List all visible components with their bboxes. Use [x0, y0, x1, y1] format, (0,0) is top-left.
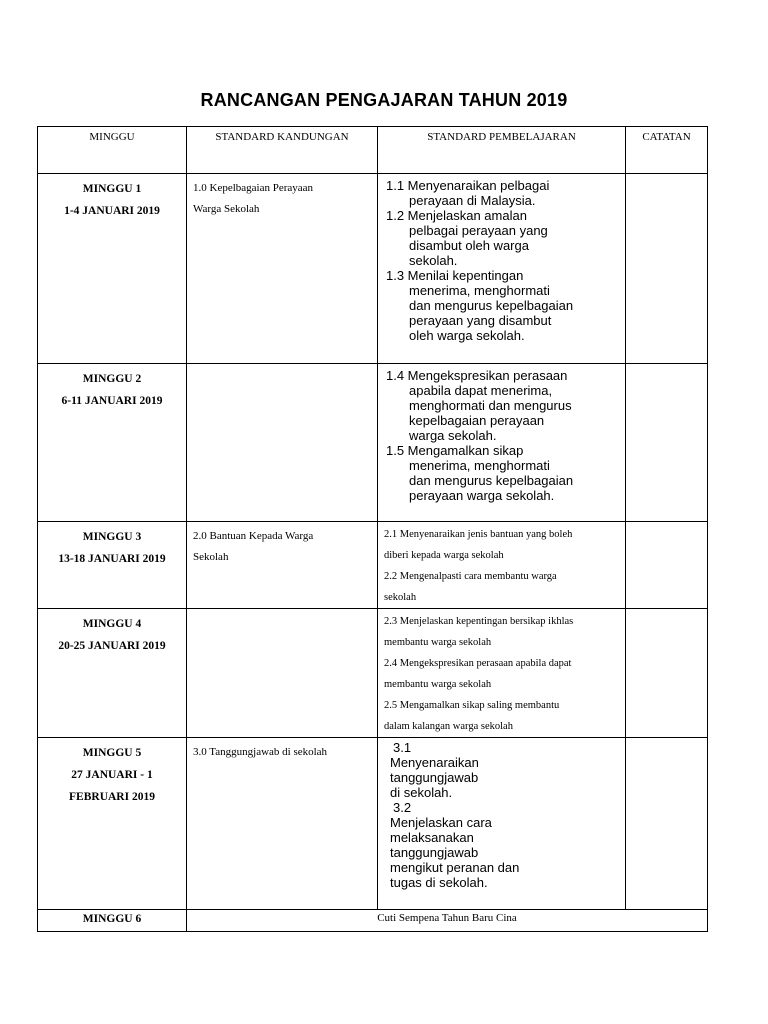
week-label: MINGGU 5: [82, 747, 142, 759]
header-standard-kandungan: STANDARD KANDUNGAN: [187, 127, 378, 174]
notes-cell: [626, 738, 708, 910]
learning-standard-line: tanggungjawab: [390, 770, 479, 785]
learning-standard-line: 1.2 Menjelaskan amalan: [386, 208, 527, 223]
learning-standard-line: tugas di sekolah.: [390, 875, 488, 890]
week-label: MINGGU 4: [82, 618, 142, 630]
week-label: MINGGU 2: [82, 373, 142, 385]
learning-standard-line: Menjelaskan cara: [390, 815, 492, 830]
content-standard-title: 3.0 Tanggungjawab di sekolah: [193, 746, 328, 758]
week-dates: 20-25 JANUARI 2019: [58, 640, 166, 652]
table-row: [38, 910, 708, 932]
learning-standard-line: 1.4 Mengekspresikan perasaan: [386, 368, 568, 383]
week-dates: 1-4 JANUARI 2019: [64, 205, 160, 217]
learning-standard-line: menerima, menghormati: [409, 458, 550, 473]
learning-standard-cell: [378, 174, 626, 364]
learning-standard-line: 1.1 Menyenaraikan pelbagai: [386, 178, 550, 193]
page-title: RANCANGAN PENGAJARAN TAHUN 2019: [200, 90, 568, 110]
table-row: [38, 522, 708, 609]
holiday-cell: Cuti Sempena Tahun Baru Cina: [187, 910, 708, 932]
week-cell: [38, 364, 187, 522]
week-dates-cont: FEBRUARI 2019: [69, 791, 155, 803]
learning-standard-line: 1.5 Mengamalkan sikap: [386, 443, 524, 458]
week-label: MINGGU 3: [82, 531, 142, 543]
learning-standard-line: 2.2 Mengenalpasti cara membantu warga: [384, 571, 557, 582]
content-standard-title-cont: Warga Sekolah: [193, 203, 260, 215]
learning-standard-line: menghormati dan mengurus: [409, 398, 572, 413]
learning-standard-line: sekolah: [384, 592, 417, 603]
learning-standard-line: 2.3 Menjelaskan kepentingan bersikap ikhlas: [384, 616, 574, 627]
week-label: MINGGU 6: [82, 913, 142, 925]
week-cell: [38, 910, 187, 932]
learning-standard-line: melaksanakan: [390, 830, 474, 845]
learning-standard-line: perayaan warga sekolah.: [409, 488, 555, 503]
learning-standard-line: sekolah.: [409, 253, 458, 268]
learning-standard-line: 3.2: [393, 800, 412, 815]
learning-standard-cell: [378, 609, 626, 738]
lesson-plan-table: [37, 126, 708, 932]
week-dates: 6-11 JANUARI 2019: [61, 395, 163, 407]
learning-standard-line: 3.1: [393, 740, 412, 755]
week-dates: 27 JANUARI - 1: [71, 769, 153, 781]
content-standard-cell: [187, 738, 378, 910]
learning-standard-line: apabila dapat menerima,: [409, 383, 553, 398]
table-header-row: [38, 127, 708, 174]
learning-standard-line: perayaan di Malaysia.: [409, 193, 536, 208]
header-catatan: CATATAN: [626, 127, 708, 174]
table-row: [38, 738, 708, 910]
week-label: MINGGU 1: [82, 183, 142, 195]
learning-standard-line: perayaan yang disambut: [409, 313, 552, 328]
table-row: [38, 174, 708, 364]
week-cell: [38, 609, 187, 738]
learning-standard-line: 2.4 Mengekspresikan perasaan apabila dapat: [384, 658, 572, 669]
learning-standard-line: dan mengurus kepelbagaian: [409, 298, 574, 313]
notes-cell: [626, 609, 708, 738]
learning-standard-cell: [378, 522, 626, 609]
learning-standard-line: membantu warga sekolah: [384, 679, 492, 690]
learning-standard-line: dalam kalangan warga sekolah: [384, 721, 513, 732]
content-standard-cell: [187, 609, 378, 738]
learning-standard-cell: [378, 738, 626, 910]
learning-standard-line: 1.3 Menilai kepentingan: [386, 268, 524, 283]
learning-standard-line: oleh warga sekolah.: [409, 328, 525, 343]
content-standard-cell: [187, 174, 378, 364]
content-standard-cell: [187, 522, 378, 609]
week-cell: [38, 738, 187, 910]
table-row: [38, 364, 708, 522]
learning-standard-cell: [378, 364, 626, 522]
learning-standard-line: pelbagai perayaan yang: [409, 223, 548, 238]
learning-standard-line: membantu warga sekolah: [384, 637, 492, 648]
content-standard-title: 1.0 Kepelbagaian Perayaan: [193, 182, 314, 194]
table-row: [38, 609, 708, 738]
header-minggu: MINGGU: [38, 127, 187, 174]
notes-cell: [626, 364, 708, 522]
content-standard-title-cont: Sekolah: [193, 551, 229, 563]
header-standard-pembelajaran: STANDARD PEMBELAJARAN: [378, 127, 626, 174]
learning-standard-line: disambut oleh warga: [409, 238, 529, 253]
learning-standard-line: di sekolah.: [390, 785, 453, 800]
learning-standard-line: 2.5 Mengamalkan sikap saling membantu: [384, 700, 560, 711]
learning-standard-line: diberi kepada warga sekolah: [384, 550, 504, 561]
learning-standard-line: dan mengurus kepelbagaian: [409, 473, 574, 488]
learning-standard-line: tanggungjawab: [390, 845, 479, 860]
learning-standard-line: kepelbagaian perayaan: [409, 413, 545, 428]
learning-standard-line: mengikut peranan dan: [390, 860, 520, 875]
week-cell: [38, 174, 187, 364]
learning-standard-line: warga sekolah.: [409, 428, 497, 443]
learning-standard-line: 2.1 Menyenaraikan jenis bantuan yang boleh: [384, 529, 573, 540]
content-standard-title: 2.0 Bantuan Kepada Warga: [193, 530, 314, 542]
learning-standard-line: Menyenaraikan: [390, 755, 479, 770]
week-dates: 13-18 JANUARI 2019: [58, 553, 166, 565]
content-standard-cell: [187, 364, 378, 522]
notes-cell: [626, 522, 708, 609]
learning-standard-line: menerima, menghormati: [409, 283, 550, 298]
week-cell: [38, 522, 187, 609]
notes-cell: [626, 174, 708, 364]
